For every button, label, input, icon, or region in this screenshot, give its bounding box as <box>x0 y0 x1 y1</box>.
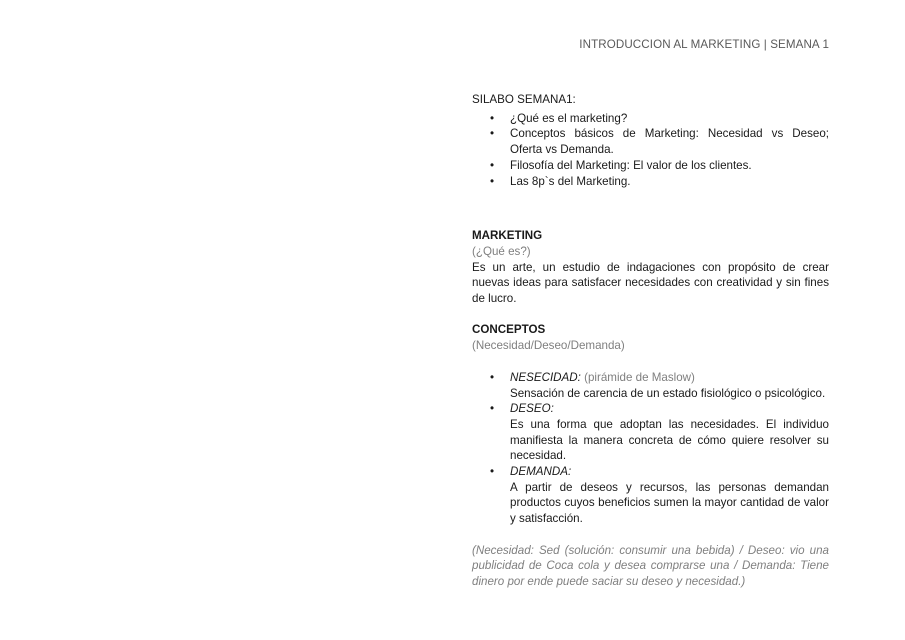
silabo-item: • ¿Qué es el marketing? <box>472 111 829 127</box>
silabo-title: SILABO SEMANA1: <box>472 93 576 106</box>
marketing-subheading: (¿Qué es?) <box>472 244 531 258</box>
concept-desc: Sensación de carencia de un estado fisiológico o psicológico. <box>510 386 826 400</box>
marketing-heading: MARKETING <box>472 229 543 243</box>
silabo-item: • Las 8p`s del Marketing. <box>472 174 829 190</box>
concept-term: DEMANDA: <box>510 465 572 479</box>
concept-desc: A partir de deseos y recursos, las personas demandan productos cuyos beneficios sumen la mayor cantidad de valor y satisfacción. <box>510 480 829 526</box>
concept-term: DESEO: <box>510 402 554 416</box>
marketing-body: Es un arte, un estudio de indagaciones con propósito de crear nuevas ideas para satisfacer necesidades con creatividad y sin fines de lucro. <box>472 260 829 306</box>
example-note: (Necesidad: Sed (solución: consumir una bebida) / Deseo: vio una publicidad de Coca cola y desea comprarse una / Demanda: Tiene dinero por ende puede saciar su deseo y necesidad.) <box>472 543 829 588</box>
concept-desc: Es una forma que adoptan las necesidades. El individuo manifiesta la manera concreta de cómo quiere resolver su necesidad. <box>510 417 829 463</box>
document-column <box>472 92 829 590</box>
page-header: INTRODUCCION AL MARKETING | SEMANA 1 <box>579 38 829 51</box>
concept-necesidad <box>472 370 829 401</box>
concept-deseo <box>472 401 829 464</box>
silabo-list <box>472 111 829 190</box>
concept-demanda <box>472 464 829 527</box>
concept-note: (pirámide de Maslow) <box>580 370 695 384</box>
concept-term: NESECIDAD: <box>510 370 581 384</box>
silabo-item: • Filosofía del Marketing: El valor de los clientes. <box>472 158 829 174</box>
silabo-item: • Conceptos básicos de Marketing: Necesidad vs Deseo; Oferta vs Demanda. <box>472 126 829 157</box>
conceptos-heading: CONCEPTOS <box>472 323 546 337</box>
conceptos-subheading: (Necesidad/Deseo/Demanda) <box>472 339 625 353</box>
conceptos-list <box>472 370 829 527</box>
